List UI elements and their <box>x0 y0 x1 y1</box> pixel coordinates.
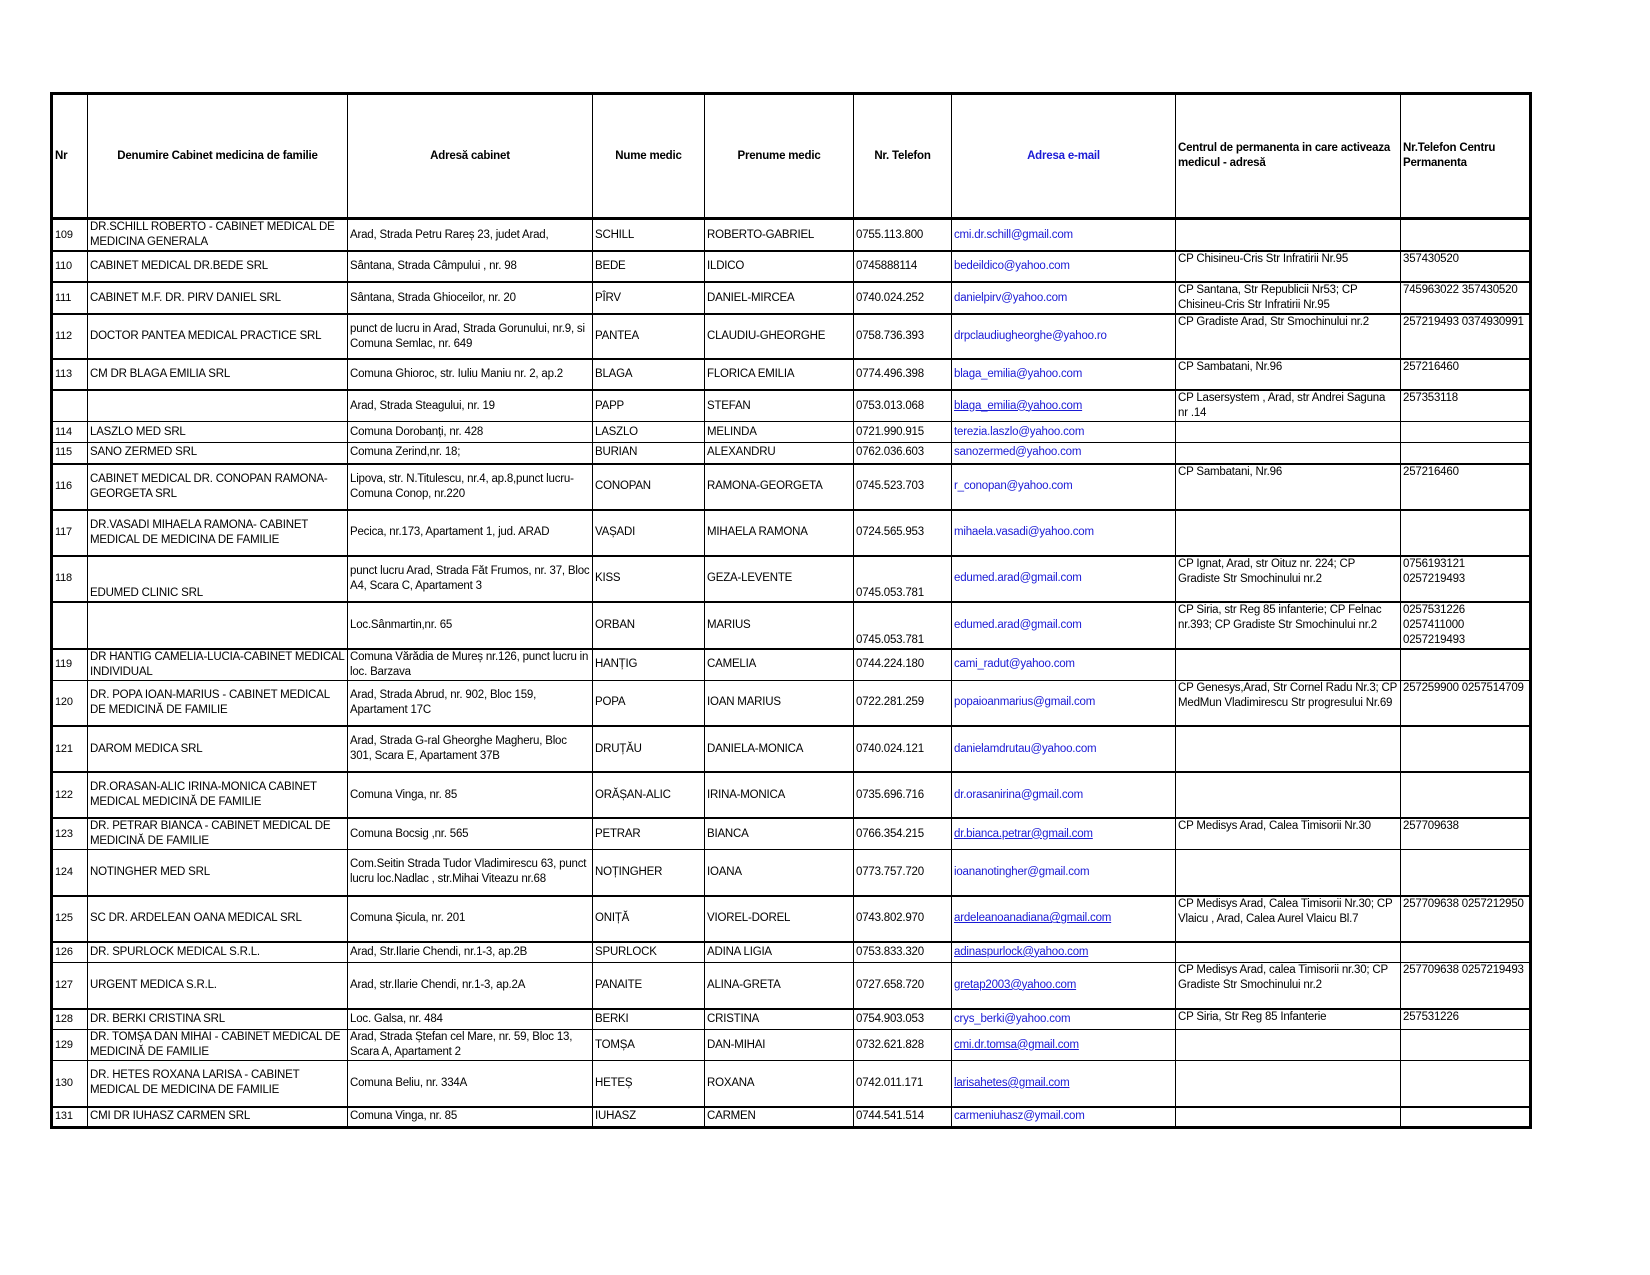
cell-last-name: TOMȘA <box>593 1030 705 1061</box>
cell-last-name: SCHILL <box>593 219 705 252</box>
cell-center-phone: 257216460 <box>1401 464 1531 510</box>
cell-cabinet: LASZLO MED SRL <box>88 422 348 443</box>
cell-last-name: KISS <box>593 556 705 602</box>
cell-cabinet: DR.ORASAN-ALIC IRINA-MONICA CABINET MEDICAL MEDICINĂ DE FAMILIE <box>88 772 348 818</box>
cell-nr: 121 <box>52 726 88 772</box>
cell-email[interactable]: popaioanmarius@gmail.com <box>952 680 1176 726</box>
cell-nr: 120 <box>52 680 88 726</box>
cell-email[interactable]: sanozermed@yahoo.com <box>952 443 1176 464</box>
cell-first-name: CRISTINA <box>705 1009 854 1030</box>
cell-last-name: PÎRV <box>593 282 705 314</box>
cell-address: Comuna Ghioroc, str. Iuliu Maniu nr. 2, ap.2 <box>348 359 593 390</box>
cell-email[interactable]: danielamdrutau@yahoo.com <box>952 726 1176 772</box>
cell-address: Arad, Strada G-ral Gheorghe Magheru, Bloc 301, Scara E, Apartament 37B <box>348 726 593 772</box>
cell-last-name: HETEȘ <box>593 1061 705 1107</box>
cell-center <box>1176 1030 1401 1061</box>
cell-email[interactable]: edumed.arad@gmail.com <box>952 602 1176 649</box>
cell-center-phone <box>1401 942 1531 963</box>
cell-email[interactable]: gretap2003@yahoo.com <box>952 963 1176 1009</box>
cell-phone: 0754.903.053 <box>854 1009 952 1030</box>
cell-nr <box>52 390 88 422</box>
cell-nr: 114 <box>52 422 88 443</box>
cell-center: CP Santana, Str Republicii Nr53; CP Chisineu-Cris Str Infratirii Nr.95 <box>1176 282 1401 314</box>
cell-center <box>1176 1061 1401 1107</box>
cell-address: Pecica, nr.173, Apartament 1, jud. ARAD <box>348 510 593 556</box>
cell-first-name: CARMEN <box>705 1107 854 1128</box>
cell-center <box>1176 850 1401 896</box>
header-first-name: Prenume medic <box>705 94 854 219</box>
cell-email[interactable]: danielpirv@yahoo.com <box>952 282 1176 314</box>
cell-cabinet: DR. PETRAR BIANCA - CABINET MEDICAL DE MEDICINĂ DE FAMILIE <box>88 818 348 850</box>
table-row <box>52 942 1531 963</box>
table-row <box>52 443 1531 464</box>
cell-center-phone: 357430520 <box>1401 251 1531 282</box>
cell-first-name: ALEXANDRU <box>705 443 854 464</box>
cell-center-phone: 745963022 357430520 <box>1401 282 1531 314</box>
cell-email[interactable]: dr.bianca.petrar@gmail.com <box>952 818 1176 850</box>
cell-cabinet: DR HANTIG CAMELIA-LUCIA-CABINET MEDICAL INDIVIDUAL <box>88 649 348 681</box>
cell-center-phone: 257259900 0257514709 <box>1401 680 1531 726</box>
cell-center: CP Sambatani, Nr.96 <box>1176 359 1401 390</box>
cell-first-name: RAMONA-GEORGETA <box>705 464 854 510</box>
cell-last-name: PAPP <box>593 390 705 422</box>
cell-phone: 0724.565.953 <box>854 510 952 556</box>
cell-nr: 127 <box>52 963 88 1009</box>
cell-address: Comuna Beliu, nr. 334A <box>348 1061 593 1107</box>
cell-nr: 128 <box>52 1009 88 1030</box>
cell-first-name: IRINA-MONICA <box>705 772 854 818</box>
table-row <box>52 1030 1531 1061</box>
cell-last-name: VAȘADI <box>593 510 705 556</box>
cell-address: Sântana, Strada Câmpului , nr. 98 <box>348 251 593 282</box>
cell-nr: 123 <box>52 818 88 850</box>
cell-phone: 0740.024.252 <box>854 282 952 314</box>
table-row <box>52 772 1531 818</box>
cell-phone: 0745.053.781 <box>854 602 952 649</box>
cell-cabinet: NOTINGHER MED SRL <box>88 850 348 896</box>
cell-last-name: BEDE <box>593 251 705 282</box>
cell-nr: 112 <box>52 314 88 359</box>
cell-center: CP Sambatani, Nr.96 <box>1176 464 1401 510</box>
cell-first-name: STEFAN <box>705 390 854 422</box>
cell-last-name: PANAITE <box>593 963 705 1009</box>
cell-cabinet: DR.VASADI MIHAELA RAMONA- CABINET MEDICAL DE MEDICINA DE FAMILIE <box>88 510 348 556</box>
table-row <box>52 1107 1531 1128</box>
cell-address: Arad, Str.Ilarie Chendi, nr.1-3, ap.2B <box>348 942 593 963</box>
cell-address: punct de lucru in Arad, Strada Gorunului, nr.9, si Comuna Semlac, nr. 649 <box>348 314 593 359</box>
cell-first-name: ILDICO <box>705 251 854 282</box>
cell-phone: 0744.541.514 <box>854 1107 952 1128</box>
cell-center-phone <box>1401 510 1531 556</box>
table-row <box>52 818 1531 850</box>
cell-phone: 0762.036.603 <box>854 443 952 464</box>
cell-nr: 116 <box>52 464 88 510</box>
cell-center-phone <box>1401 422 1531 443</box>
header-cabinet: Denumire Cabinet medicina de familie <box>88 94 348 219</box>
cell-email[interactable]: cami_radut@yahoo.com <box>952 649 1176 681</box>
cell-address: Comuna Zerind,nr. 18; <box>348 443 593 464</box>
table-row <box>52 896 1531 942</box>
cell-center: CP Chisineu-Cris Str Infratirii Nr.95 <box>1176 251 1401 282</box>
cell-cabinet <box>88 390 348 422</box>
cell-last-name: LASZLO <box>593 422 705 443</box>
cell-center-phone <box>1401 219 1531 252</box>
cell-center <box>1176 510 1401 556</box>
cell-center-phone: 257531226 <box>1401 1009 1531 1030</box>
cell-center-phone: 0756193121 0257219493 <box>1401 556 1531 602</box>
cell-phone: 0722.281.259 <box>854 680 952 726</box>
cell-address: Arad, Strada Ștefan cel Mare, nr. 59, Bloc 13, Scara A, Apartament 2 <box>348 1030 593 1061</box>
table-row <box>52 1061 1531 1107</box>
cell-nr: 118 <box>52 556 88 602</box>
cell-address: Comuna Vinga, nr. 85 <box>348 1107 593 1128</box>
cell-phone: 0727.658.720 <box>854 963 952 1009</box>
cell-first-name: ROXANA <box>705 1061 854 1107</box>
cell-last-name: POPA <box>593 680 705 726</box>
table-row <box>52 251 1531 282</box>
cell-first-name: MELINDA <box>705 422 854 443</box>
cell-last-name: DRUȚĂU <box>593 726 705 772</box>
cell-phone: 0745.053.781 <box>854 556 952 602</box>
cell-center: CP Medisys Arad, calea Timisorii nr.30; CP Gradiste Str Smochinului nr.2 <box>1176 963 1401 1009</box>
cell-center: CP Siria, Str Reg 85 Infanterie <box>1176 1009 1401 1030</box>
cell-email[interactable]: blaga_emilia@yahoo.com <box>952 390 1176 422</box>
table-row <box>52 219 1531 252</box>
cell-phone: 0766.354.215 <box>854 818 952 850</box>
cell-phone: 0755.113.800 <box>854 219 952 252</box>
cell-address: Comuna Vărădia de Mureș nr.126, punct lucru in loc. Barzava <box>348 649 593 681</box>
cell-nr: 111 <box>52 282 88 314</box>
cell-center-phone <box>1401 726 1531 772</box>
cell-center <box>1176 422 1401 443</box>
cell-address: Arad, str.Ilarie Chendi, nr.1-3, ap.2A <box>348 963 593 1009</box>
cell-email[interactable]: ardeleanoanadiana@gmail.com <box>952 896 1176 942</box>
cell-nr: 119 <box>52 649 88 681</box>
cell-email[interactable]: edumed.arad@gmail.com <box>952 556 1176 602</box>
cell-center: CP Lasersystem , Arad, str Andrei Saguna nr .14 <box>1176 390 1401 422</box>
cell-nr: 125 <box>52 896 88 942</box>
cell-last-name: IUHASZ <box>593 1107 705 1128</box>
table-row <box>52 422 1531 443</box>
cell-center: CP Ignat, Arad, str Oituz nr. 224; CP Gradiste Str Smochinului nr.2 <box>1176 556 1401 602</box>
table-row <box>52 850 1531 896</box>
cell-email[interactable]: r_conopan@yahoo.com <box>952 464 1176 510</box>
cell-address: Loc. Galsa, nr. 484 <box>348 1009 593 1030</box>
table-row <box>52 680 1531 726</box>
table-row <box>52 556 1531 602</box>
cell-phone: 0745.523.703 <box>854 464 952 510</box>
cell-email[interactable]: terezia.laszlo@yahoo.com <box>952 422 1176 443</box>
cell-nr: 124 <box>52 850 88 896</box>
table-row <box>52 602 1531 649</box>
cell-first-name: IOANA <box>705 850 854 896</box>
cell-phone: 0721.990.915 <box>854 422 952 443</box>
cell-center-phone: 257353118 <box>1401 390 1531 422</box>
header-last-name: Nume medic <box>593 94 705 219</box>
cell-address: Com.Seitin Strada Tudor Vladimirescu 63, punct lucru loc.Nadlac , str.Mihai Viteazu nr.68 <box>348 850 593 896</box>
cell-first-name: CLAUDIU-GHEORGHE <box>705 314 854 359</box>
header-address: Adresă cabinet <box>348 94 593 219</box>
cell-first-name: ROBERTO-GABRIEL <box>705 219 854 252</box>
cell-address: Sântana, Strada Ghioceilor, nr. 20 <box>348 282 593 314</box>
cell-first-name: CAMELIA <box>705 649 854 681</box>
cell-center <box>1176 726 1401 772</box>
table-row <box>52 282 1531 314</box>
table-row <box>52 390 1531 422</box>
cell-last-name: BURIAN <box>593 443 705 464</box>
cell-center-phone <box>1401 443 1531 464</box>
cell-last-name: PANTEA <box>593 314 705 359</box>
cell-center-phone: 257709638 <box>1401 818 1531 850</box>
cell-email[interactable]: bedeildico@yahoo.com <box>952 251 1176 282</box>
cell-first-name: MIHAELA RAMONA <box>705 510 854 556</box>
cell-center: CP Siria, str Reg 85 infanterie; CP Felnac nr.393; CP Gradiste Str Smochinului nr.2 <box>1176 602 1401 649</box>
cell-center <box>1176 942 1401 963</box>
cell-email[interactable]: dr.orasanirina@gmail.com <box>952 772 1176 818</box>
cell-cabinet: DOCTOR PANTEA MEDICAL PRACTICE SRL <box>88 314 348 359</box>
cell-center-phone: 257216460 <box>1401 359 1531 390</box>
cell-first-name: ADINA LIGIA <box>705 942 854 963</box>
header-center: Centrul de permanenta in care activeaza medicul - adresă <box>1176 94 1401 219</box>
cell-cabinet: DR. SPURLOCK MEDICAL S.R.L. <box>88 942 348 963</box>
cell-cabinet: CABINET MEDICAL DR.BEDE SRL <box>88 251 348 282</box>
cell-phone: 0753.013.068 <box>854 390 952 422</box>
cell-address: Comuna Dorobanți, nr. 428 <box>348 422 593 443</box>
cell-nr: 131 <box>52 1107 88 1128</box>
cell-last-name: ORĂȘAN-ALIC <box>593 772 705 818</box>
cell-last-name: HANȚIG <box>593 649 705 681</box>
cell-nr: 130 <box>52 1061 88 1107</box>
cell-first-name: MARIUS <box>705 602 854 649</box>
cell-last-name: PETRAR <box>593 818 705 850</box>
cell-last-name: ONIȚĂ <box>593 896 705 942</box>
cell-first-name: IOAN MARIUS <box>705 680 854 726</box>
cell-center <box>1176 219 1401 252</box>
header-email: Adresa e-mail <box>952 94 1176 219</box>
cell-address: Comuna Bocsig ,nr. 565 <box>348 818 593 850</box>
cell-center <box>1176 772 1401 818</box>
cell-email[interactable]: larisahetes@gmail.com <box>952 1061 1176 1107</box>
cell-nr <box>52 602 88 649</box>
doctors-table <box>50 92 1532 1129</box>
cell-center-phone <box>1401 772 1531 818</box>
cell-first-name: VIOREL-DOREL <box>705 896 854 942</box>
table-row <box>52 314 1531 359</box>
cell-center: CP Gradiste Arad, Str Smochinului nr.2 <box>1176 314 1401 359</box>
cell-email[interactable]: crys_berki@yahoo.com <box>952 1009 1176 1030</box>
cell-first-name: DAN-MIHAI <box>705 1030 854 1061</box>
cell-center-phone: 257219493 0374930991 <box>1401 314 1531 359</box>
cell-center-phone <box>1401 1107 1531 1128</box>
cell-nr: 117 <box>52 510 88 556</box>
cell-center-phone <box>1401 1030 1531 1061</box>
cell-address: Comuna Vinga, nr. 85 <box>348 772 593 818</box>
cell-last-name: NOȚINGHER <box>593 850 705 896</box>
cell-first-name: FLORICA EMILIA <box>705 359 854 390</box>
cell-center <box>1176 649 1401 681</box>
cell-last-name: BERKI <box>593 1009 705 1030</box>
cell-email[interactable]: mihaela.vasadi@yahoo.com <box>952 510 1176 556</box>
table-row <box>52 1009 1531 1030</box>
cell-address: Arad, Strada Abrud, nr. 902, Bloc 159, Apartament 17C <box>348 680 593 726</box>
cell-phone: 0742.011.171 <box>854 1061 952 1107</box>
cell-cabinet: DR.SCHILL ROBERTO - CABINET MEDICAL DE MEDICINA GENERALA <box>88 219 348 252</box>
cell-phone: 0753.833.320 <box>854 942 952 963</box>
cell-center-phone: 257709638 0257212950 <box>1401 896 1531 942</box>
cell-address: Loc.Sânmartin,nr. 65 <box>348 602 593 649</box>
cell-center: CP Medisys Arad, Calea Timisorii Nr.30 <box>1176 818 1401 850</box>
cell-cabinet: SC DR. ARDELEAN OANA MEDICAL SRL <box>88 896 348 942</box>
cell-phone: 0744.224.180 <box>854 649 952 681</box>
table-row <box>52 649 1531 681</box>
cell-first-name: ALINA-GRETA <box>705 963 854 1009</box>
cell-nr: 126 <box>52 942 88 963</box>
cell-last-name: ORBAN <box>593 602 705 649</box>
cell-email[interactable]: carmeniuhasz@ymail.com <box>952 1107 1176 1128</box>
table-row <box>52 359 1531 390</box>
table-row <box>52 963 1531 1009</box>
header-phone: Nr. Telefon <box>854 94 952 219</box>
cell-email[interactable]: ioananotingher@gmail.com <box>952 850 1176 896</box>
cell-email[interactable]: cmi.dr.schill@gmail.com <box>952 219 1176 252</box>
cell-nr: 109 <box>52 219 88 252</box>
table-row <box>52 464 1531 510</box>
cell-cabinet: DR. TOMȘA DAN MIHAI - CABINET MEDICAL DE MEDICINĂ DE FAMILIE <box>88 1030 348 1061</box>
cell-phone: 0743.802.970 <box>854 896 952 942</box>
cell-last-name: BLAGA <box>593 359 705 390</box>
cell-nr: 110 <box>52 251 88 282</box>
cell-center-phone: 0257531226 0257411000 0257219493 <box>1401 602 1531 649</box>
cell-cabinet: CMI DR IUHASZ CARMEN SRL <box>88 1107 348 1128</box>
cell-cabinet: CM DR BLAGA EMILIA SRL <box>88 359 348 390</box>
cell-phone: 0735.696.716 <box>854 772 952 818</box>
cell-cabinet: DR. HETES ROXANA LARISA - CABINET MEDICAL DE MEDICINA DE FAMILIE <box>88 1061 348 1107</box>
table-row <box>52 510 1531 556</box>
header-nr: Nr <box>52 94 88 219</box>
cell-phone: 0758.736.393 <box>854 314 952 359</box>
cell-center-phone <box>1401 649 1531 681</box>
cell-cabinet: URGENT MEDICA S.R.L. <box>88 963 348 1009</box>
cell-cabinet: DR. BERKI CRISTINA SRL <box>88 1009 348 1030</box>
cell-email[interactable]: blaga_emilia@yahoo.com <box>952 359 1176 390</box>
cell-address: punct lucru Arad, Strada Făt Frumos, nr. 37, Bloc A4, Scara C, Apartament 3 <box>348 556 593 602</box>
cell-center <box>1176 443 1401 464</box>
cell-cabinet: SANO ZERMED SRL <box>88 443 348 464</box>
cell-address: Lipova, str. N.Titulescu, nr.4, ap.8,punct lucru-Comuna Conop, nr.220 <box>348 464 593 510</box>
cell-center: CP Medisys Arad, Calea Timisorii Nr.30; CP Vlaicu , Arad, Calea Aurel Vlaicu Bl.7 <box>1176 896 1401 942</box>
cell-last-name: SPURLOCK <box>593 942 705 963</box>
cell-first-name: DANIELA-MONICA <box>705 726 854 772</box>
cell-phone: 0745888114 <box>854 251 952 282</box>
cell-center-phone <box>1401 850 1531 896</box>
header-center-phone: Nr.Telefon Centru Permanenta <box>1401 94 1531 219</box>
cell-email[interactable]: cmi.dr.tomsa@gmail.com <box>952 1030 1176 1061</box>
cell-first-name: DANIEL-MIRCEA <box>705 282 854 314</box>
cell-email[interactable]: adinaspurlock@yahoo.com <box>952 942 1176 963</box>
cell-cabinet: CABINET M.F. DR. PIRV DANIEL SRL <box>88 282 348 314</box>
cell-center: CP Genesys,Arad, Str Cornel Radu Nr.3; CP MedMun Vladimirescu Str progresului Nr.69 <box>1176 680 1401 726</box>
cell-cabinet: DAROM MEDICA SRL <box>88 726 348 772</box>
cell-center-phone: 257709638 0257219493 <box>1401 963 1531 1009</box>
cell-cabinet: EDUMED CLINIC SRL <box>88 556 348 602</box>
cell-nr: 122 <box>52 772 88 818</box>
cell-email[interactable]: drpclaudiugheorghe@yahoo.ro <box>952 314 1176 359</box>
cell-phone: 0740.024.121 <box>854 726 952 772</box>
cell-center-phone <box>1401 1061 1531 1107</box>
cell-address: Arad, Strada Steagului, nr. 19 <box>348 390 593 422</box>
cell-center <box>1176 1107 1401 1128</box>
cell-phone: 0774.496.398 <box>854 359 952 390</box>
cell-phone: 0732.621.828 <box>854 1030 952 1061</box>
cell-nr: 113 <box>52 359 88 390</box>
cell-address: Arad, Strada Petru Rareș 23, judet Arad, <box>348 219 593 252</box>
cell-cabinet: CABINET MEDICAL DR. CONOPAN RAMONA-GEORGETA SRL <box>88 464 348 510</box>
cell-phone: 0773.757.720 <box>854 850 952 896</box>
cell-cabinet: DR. POPA IOAN-MARIUS - CABINET MEDICAL DE MEDICINĂ DE FAMILIE <box>88 680 348 726</box>
cell-first-name: GEZA-LEVENTE <box>705 556 854 602</box>
cell-last-name: CONOPAN <box>593 464 705 510</box>
cell-nr: 115 <box>52 443 88 464</box>
cell-first-name: BIANCA <box>705 818 854 850</box>
table-row <box>52 726 1531 772</box>
cell-cabinet <box>88 602 348 649</box>
header-row <box>52 94 1531 219</box>
cell-nr: 129 <box>52 1030 88 1061</box>
cell-address: Comuna Șicula, nr. 201 <box>348 896 593 942</box>
